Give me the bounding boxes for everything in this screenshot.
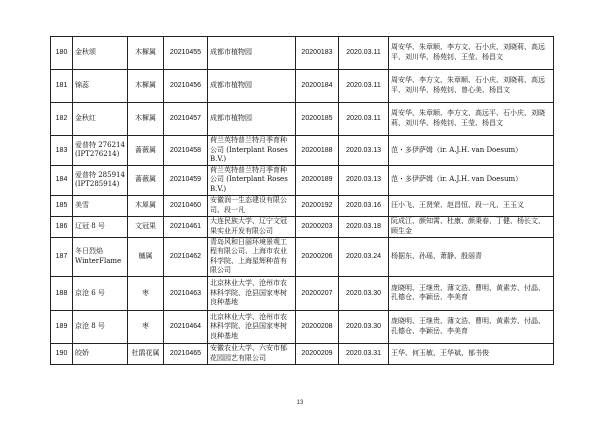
- row-number: 187: [51, 237, 73, 276]
- certificate-number: 20200189: [296, 165, 339, 195]
- table-row: [51, 103, 554, 136]
- row-number: 184: [51, 165, 73, 195]
- breeders: 范・多伊萨姆（ir. A.J.H. van Doesum）: [389, 165, 554, 195]
- page-number: 13: [296, 400, 304, 406]
- table-row: [51, 37, 554, 70]
- genus: 枣: [128, 310, 164, 343]
- breeders: 范・多伊萨姆（ir. A.J.H. van Doesum）: [389, 136, 554, 166]
- variety-name: 辽冠 8 号: [73, 216, 128, 237]
- table-row: [51, 216, 554, 237]
- breeders: 周安华、朱章顺、李方文、石小庆、刘晓莉、高远平、刘川华、杨苑钊、王莹、杨昌文: [389, 37, 554, 70]
- breeders: 王华、何玉敏、王华斌、郁书俊: [389, 343, 554, 364]
- variety-name: 京沧 6 号: [73, 276, 128, 310]
- applicant: 安徽农业大学、六安市郁花园园艺有限公司: [208, 343, 296, 364]
- breeders: 周安华、李方文、朱章顺、石小庆、刘晓莉、高远平、刘川华、杨苑钊、曾心美、杨昌文: [389, 70, 554, 103]
- applicant: 成都市植物园: [208, 70, 296, 103]
- applicant: 大连民族大学、辽宁文冠果实业开发有限公司: [208, 216, 296, 237]
- table-row: [51, 237, 554, 276]
- certificate-number: 20200206: [296, 237, 339, 276]
- genus: 木樨属: [128, 37, 164, 70]
- genus: 木犀属: [128, 195, 164, 216]
- certificate-number: 20200188: [296, 136, 339, 166]
- certificate-number: 20200207: [296, 276, 339, 310]
- certificate-number: 20200208: [296, 310, 339, 343]
- application-number: 20210461: [164, 216, 208, 237]
- applicant: 北京林业大学、沧州市农林科学院、沧县国家枣树良种基地: [208, 276, 296, 310]
- application-number: 20210460: [164, 195, 208, 216]
- grant-date: 2020.03.11: [339, 70, 389, 103]
- row-number: 182: [51, 103, 73, 136]
- genus: 槭属: [128, 237, 164, 276]
- application-number: 20210464: [164, 310, 208, 343]
- table-body: [51, 37, 554, 365]
- certificate-number: 20200184: [296, 70, 339, 103]
- applicant: 成都市植物园: [208, 103, 296, 136]
- row-number: 188: [51, 276, 73, 310]
- grant-date: 2020.03.13: [339, 136, 389, 166]
- genus: 蔷薇属: [128, 165, 164, 195]
- breeders: 杨据东、孙瑶、萧静、殷丽青: [389, 237, 554, 276]
- genus: 木樨属: [128, 103, 164, 136]
- variety-name: 金秋红: [73, 103, 128, 136]
- variety-name: 皎娇: [73, 343, 128, 364]
- row-number: 181: [51, 70, 73, 103]
- genus: 木樨属: [128, 70, 164, 103]
- row-number: 186: [51, 216, 73, 237]
- genus: 杜鹃花属: [128, 343, 164, 364]
- grant-date: 2020.03.11: [339, 103, 389, 136]
- breeders: 阮成江、颜知霄、杜康、颜秉春、丁健、杨长文、顾生金: [389, 216, 554, 237]
- row-number: 180: [51, 37, 73, 70]
- applicant: 成都市植物园: [208, 37, 296, 70]
- application-number: 20210457: [164, 103, 208, 136]
- applicant: 青岛风和日丽环境景观工程有限公司、上海市农业科学院、上海星辉种苗有限公司: [208, 237, 296, 276]
- grant-date: 2020.03.11: [339, 37, 389, 70]
- row-number: 183: [51, 136, 73, 166]
- application-number: 20210463: [164, 276, 208, 310]
- applicant: 北京林业大学、沧州市农林科学院、沧县国家枣树良种基地: [208, 310, 296, 343]
- certificate-number: 20200209: [296, 343, 339, 364]
- row-number: 190: [51, 343, 73, 364]
- row-number: 185: [51, 195, 73, 216]
- application-number: 20210456: [164, 70, 208, 103]
- certificate-number: 20200185: [296, 103, 339, 136]
- variety-name: 锦蕊: [73, 70, 128, 103]
- genus: 文冠果: [128, 216, 164, 237]
- genus: 枣: [128, 276, 164, 310]
- table-row: [51, 136, 554, 166]
- variety-name: 爱普特 285914 (IPT285914): [73, 165, 128, 195]
- grant-date: 2020.03.31: [339, 343, 389, 364]
- grant-date: 2020.03.18: [339, 216, 389, 237]
- table-row: [51, 195, 554, 216]
- application-number: 20210459: [164, 165, 208, 195]
- variety-name: 美雪: [73, 195, 128, 216]
- applicant: 荷兰英特普兰特月季育种公司 (Interplant Roses B.V.): [208, 165, 296, 195]
- grant-date: 2020.03.13: [339, 165, 389, 195]
- breeders: 汪小飞、王贤荣、赵昌恒、段一凡、王玉义: [389, 195, 554, 216]
- grant-date: 2020.03.24: [339, 237, 389, 276]
- variety-name: 金秋颂: [73, 37, 128, 70]
- application-number: 20210465: [164, 343, 208, 364]
- variety-table: [50, 36, 554, 365]
- variety-name: 冬日烈焰 WinterFlame: [73, 237, 128, 276]
- breeders: 庞晓明、王继贵、薄文浩、曹明、黄素芳、付晶、孔德仓、李颖岳、李美育: [389, 310, 554, 343]
- applicant: 荷兰英特普兰特月季育种公司 (Interplant Roses B.V.): [208, 136, 296, 166]
- application-number: 20210458: [164, 136, 208, 166]
- application-number: 20210462: [164, 237, 208, 276]
- table-row: [51, 70, 554, 103]
- table-row: [51, 310, 554, 343]
- certificate-number: 20200192: [296, 195, 339, 216]
- table-row: [51, 343, 554, 364]
- application-number: 20210455: [164, 37, 208, 70]
- table-row: [51, 276, 554, 310]
- applicant: 安徽润一生态建设有限公司、段一凡: [208, 195, 296, 216]
- breeders: 庞晓明、王继贵、薄文浩、曹明、黄素芳、付晶、孔德仓、李颖岳、李美育: [389, 276, 554, 310]
- table-row: [51, 165, 554, 195]
- row-number: 189: [51, 310, 73, 343]
- certificate-number: 20200203: [296, 216, 339, 237]
- variety-name: 京沧 8 号: [73, 310, 128, 343]
- grant-date: 2020.03.16: [339, 195, 389, 216]
- genus: 蔷薇属: [128, 136, 164, 166]
- breeders: 周安华、朱章顺、李方文、高远平、石小庆、刘晓莉、刘川华、杨苑钊、王莹、杨昌文: [389, 103, 554, 136]
- certificate-number: 20200183: [296, 37, 339, 70]
- grant-date: 2020.03.30: [339, 310, 389, 343]
- grant-date: 2020.03.30: [339, 276, 389, 310]
- variety-name: 爱普特 276214 (IPT276214): [73, 136, 128, 166]
